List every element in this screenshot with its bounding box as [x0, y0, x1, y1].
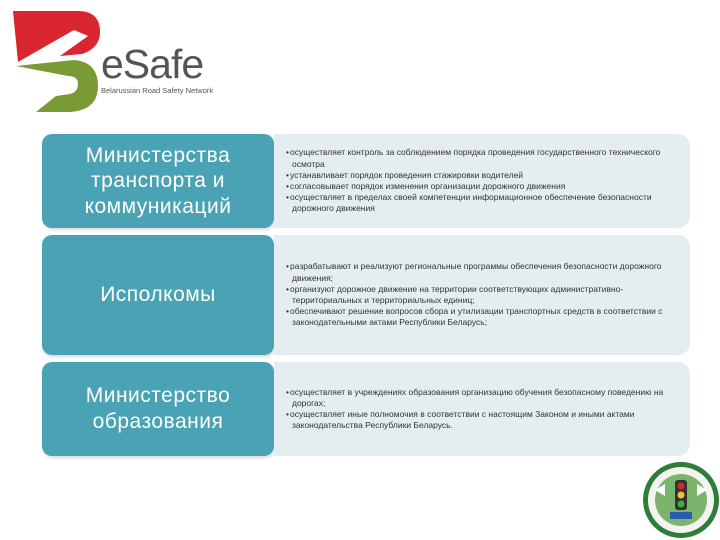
list-item: • осуществляет иные полномочия в соответствии с настоящим Законом и иными актами законодательства Республики Беларусь.	[284, 409, 680, 431]
traffic-emblem-icon	[641, 460, 720, 540]
row-executive-committees	[42, 235, 690, 355]
esafe-mark-icon	[8, 6, 108, 116]
esafe-logo	[8, 6, 223, 116]
row-title-box	[42, 362, 274, 456]
row-items-box	[274, 134, 690, 228]
row-items-box	[274, 362, 690, 456]
row-items-list	[274, 387, 690, 432]
row-ministry-education	[42, 362, 690, 456]
brand-tagline: Belarussian Road Safety Network	[101, 86, 214, 95]
list-item: • осуществляет в пределах своей компетенции информационное обеспечение безопасности дорожного движения	[284, 192, 680, 214]
list-item: • организуют дорожное движение на территории соответствующих административно-территориальных и территориальных единиц;	[284, 284, 680, 306]
row-title: Министерство образования	[85, 384, 231, 433]
list-item: • устанавливает порядок проведения стажировки водителей	[284, 170, 680, 181]
list-item: • осуществляет в учреждениях образования организацию обучения безопасному поведению на дорогах;	[284, 387, 680, 409]
list-item: • разрабатывают и реализуют региональные программы обеспечения безопасности дорожного движения;	[284, 261, 680, 283]
list-item: • осуществляет контроль за соблюдением порядка проведения государственного технического осмотра	[284, 147, 680, 169]
brand-name: eSafe	[101, 41, 204, 87]
row-items-box	[274, 235, 690, 355]
row-items-list	[274, 147, 690, 214]
row-title: Исполкомы	[100, 283, 216, 307]
row-title: Министерства транспорта и коммуникаций	[84, 143, 232, 218]
row-items-list	[274, 261, 690, 328]
list-item: • согласовывает порядок изменения организации дорожного движения	[284, 181, 680, 192]
list-item: • обеспечивают решение вопросов сбора и утилизации транспортных средств в соответствии с законодательными актами Республики Беларусь;	[284, 306, 680, 328]
row-ministry-transport	[42, 134, 690, 228]
row-title-box	[42, 235, 274, 355]
row-title-box	[42, 134, 274, 228]
